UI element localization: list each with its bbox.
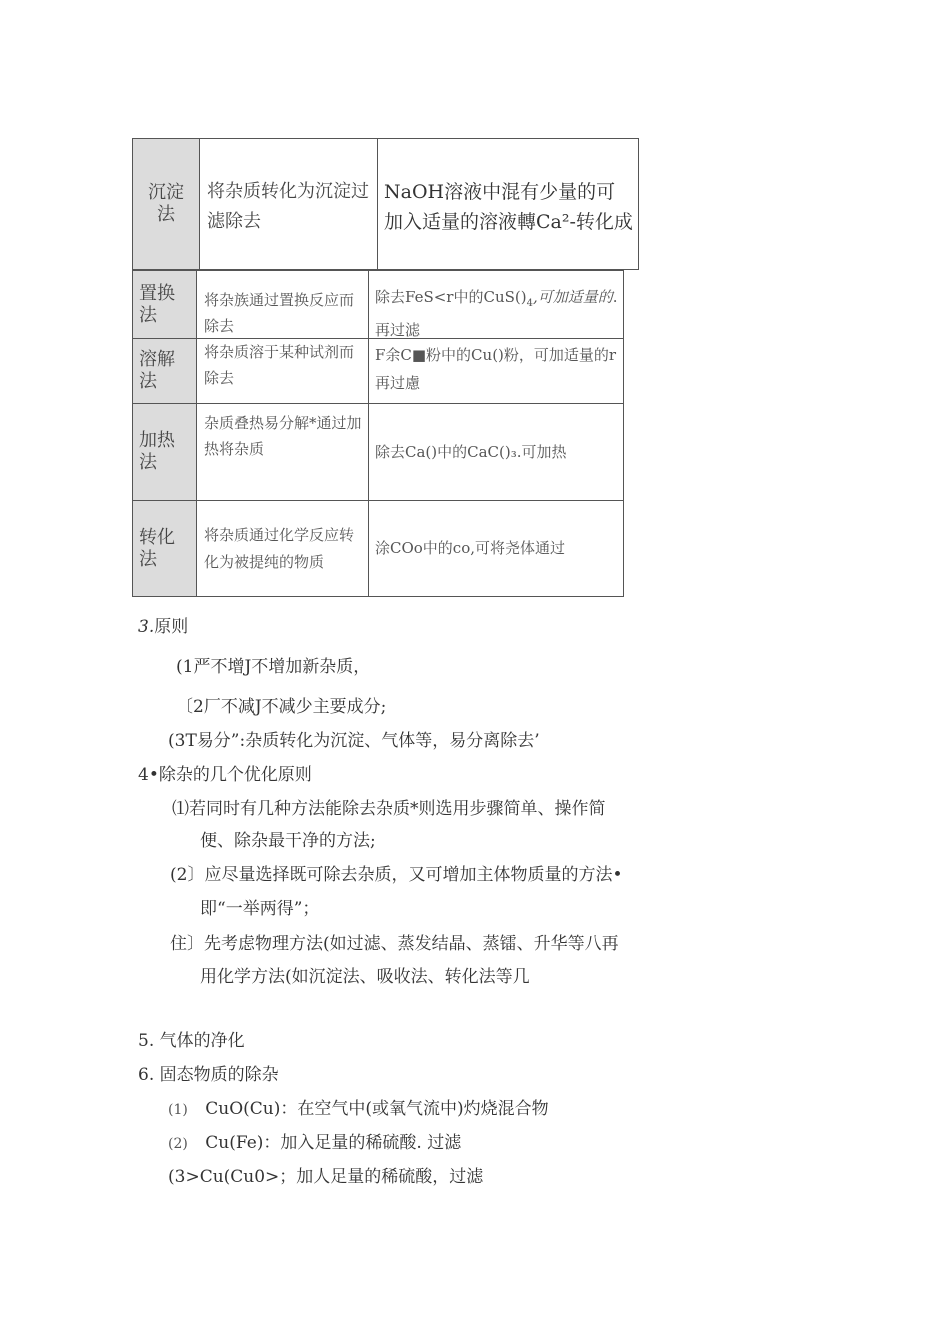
optimization-item-line: ⑴若同时有几种方法能除去杂质*则选用步骤简单、操作简: [172, 799, 606, 819]
example-cell: F余C■粉中的Cu()粉，可加适量的r再过慮: [375, 346, 617, 392]
method-cell: [133, 501, 197, 596]
description-cell: 将杂质通过化学反应转化为被提纯的物质: [197, 501, 369, 596]
example-cell: [369, 271, 623, 338]
principle-item: (3T易分”:杂质转化为沉淀、气体等，易分离除去’: [168, 731, 540, 751]
description-cell: 将杂质转化为沉淀过滤除去: [200, 139, 378, 269]
description-cell: 将杂质溶于某种试剂而除去: [197, 339, 369, 403]
method-label: 加热法: [139, 430, 175, 473]
optimization-item-line: (2〕应尽量选择既可除去杂质，又可增加主体物质量的方法•: [170, 865, 623, 885]
table-row-displacement: [133, 271, 623, 338]
principles-heading: [138, 612, 188, 637]
optimization-heading: 4•除杂的几个优化原则: [138, 765, 312, 785]
solid-item-number: (1): [168, 1102, 188, 1118]
method-cell: [133, 271, 197, 338]
table-row-precipitation: [132, 138, 639, 270]
method-cell: [133, 404, 197, 500]
example-subscript: 4: [526, 298, 533, 309]
example-text-b: ,可加适量的: [532, 288, 613, 306]
method-cell: [133, 339, 197, 403]
solid-item: [168, 1128, 461, 1153]
table-row-conversion: [133, 500, 623, 596]
principles-heading-text: 原则: [154, 617, 189, 637]
solid-item-text: (3>Cu(Cu0>；加人足量的稀硫酸，过滤: [168, 1167, 484, 1187]
methods-table: [132, 270, 624, 597]
example-cell: 除去Ca()中的CaC()₃.可加热: [375, 442, 567, 461]
solid-item-text: CuO(Cu)：在空气中(或氧气流中)灼烧混合物: [205, 1099, 549, 1119]
example-cell: 涂COo中的co,可将尧体通过: [375, 539, 566, 557]
table-row-dissolution: [133, 338, 623, 403]
method-label: 沉淀法: [148, 182, 184, 225]
method-cell: [133, 139, 200, 269]
example-text-c: . 再过滤: [375, 288, 618, 339]
solid-item-text: Cu(Fe)：加入足量的稀硫酸. 过滤: [205, 1133, 462, 1153]
principle-item: (1严不增J不增加新杂质，: [176, 657, 371, 677]
optimization-item-line: 用化学方法(如沉淀法、吸收法、转化法等几: [200, 967, 530, 987]
method-label: 溶解法: [139, 349, 175, 392]
description-cell: 将杂族通过置换反应而除去: [197, 271, 369, 338]
section-solid-impurity: 6. 固态物质的除杂: [138, 1065, 279, 1085]
optimization-item-line: 住〕先考虑物理方法(如过滤、蒸发结晶、蒸镭、升华等八再: [170, 934, 619, 954]
section-gas-purification: 5. 气体的净化: [138, 1031, 245, 1051]
example-cell: NaOH溶液中混有少量的可加入适量的溶液轉Ca²-转化成: [384, 181, 633, 233]
optimization-item-line: 即“一举两得”；: [200, 899, 320, 919]
method-label: 置换法: [139, 282, 175, 326]
solid-item-number: (2): [168, 1136, 188, 1152]
method-label: 转化法: [139, 526, 175, 570]
description-cell: 杂质叠热易分解*通过加热将杂质: [197, 404, 369, 500]
optimization-item-line: 便、除杂最干净的方法;: [200, 831, 376, 851]
solid-item: [168, 1094, 549, 1119]
principles-heading-number: 3.: [138, 617, 155, 637]
example-text-a: 除去FeS<r中的CuS(): [375, 288, 527, 306]
table-row-heating: [133, 403, 623, 500]
solid-item: [168, 1162, 483, 1187]
principle-item: 〔2厂不减J不减少主要成分;: [176, 697, 387, 717]
